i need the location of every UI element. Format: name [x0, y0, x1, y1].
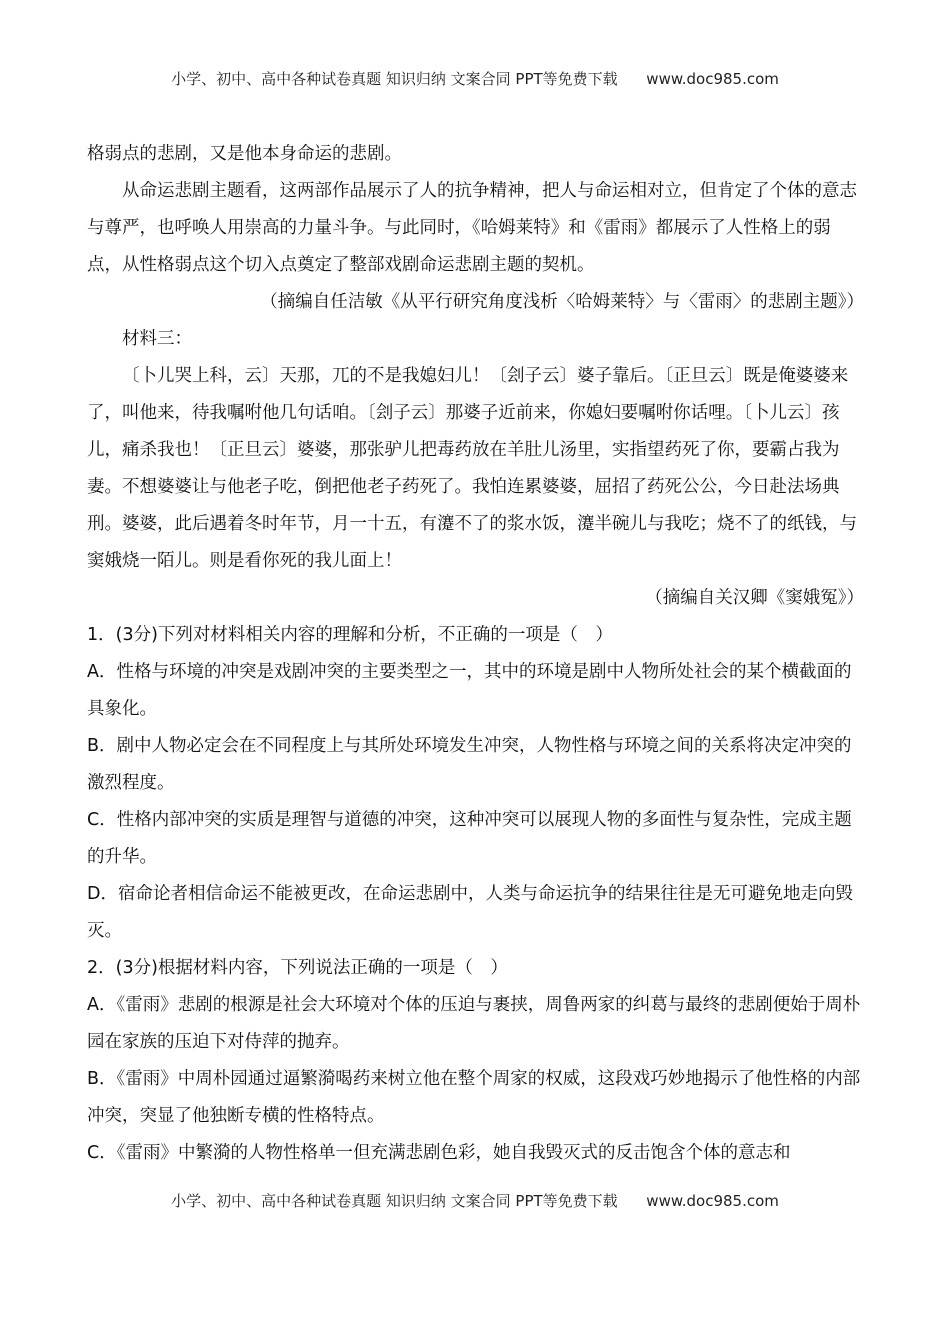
header-url[interactable]: www.doc985.com [646, 70, 779, 88]
material3-title: 材料三： [122, 329, 192, 349]
header-site-text: 小学、初中、高中各种试卷真题 知识归纳 文案合同 PPT等免费下载 [171, 70, 618, 88]
material3-source: （摘编自关汉卿《窦娥冤》） [645, 588, 864, 608]
question-1-option-c: C．性格内部冲突的实质是理智与道德的冲突，这种冲突可以展现人物的多面性与复杂性，完成主题的升华。 [87, 810, 852, 867]
question-2-option-c: C．《雷雨》中繁漪的人物性格单一但充满悲剧色彩，她自我毁灭式的反击饱含个体的意志和 [87, 1143, 791, 1163]
document-body [87, 136, 864, 1172]
question-1-stem: 1．(3分)下列对材料相关内容的理解和分析，不正确的一项是（ ） [87, 625, 613, 645]
material2-paragraph: 从命运悲剧主题看，这两部作品展示了人的抗争精神，把人与命运相对立，但肯定了个体的意志与尊严，也呼唤人用崇高的力量斗争。与此同时，《哈姆莱特》和《雷雨》都展示了人性格上的弱点，从性格弱点这个切入点奠定了整部戏剧命运悲剧主题的契机。 [87, 181, 857, 275]
footer-url[interactable]: www.doc985.com [646, 1192, 779, 1210]
material2-source: （摘编自任洁敏《从平行研究角度浅析〈哈姆莱特〉与〈雷雨〉的悲剧主题》） [260, 292, 864, 312]
material2-continuation: 格弱点的悲剧，又是他本身命运的悲剧。 [87, 144, 402, 164]
page-header [0, 68, 950, 89]
material3-paragraph: 〔卜儿哭上科，云〕天那，兀的不是我媳妇儿！〔刽子云〕婆子靠后。〔正旦云〕既是俺婆婆来了，叫他来，待我嘱咐他几句话咱。〔刽子云〕那婆子近前来，你媳妇要嘱咐你话哩。〔卜儿云〕孩儿，痛杀我也！〔正旦云〕婆婆，那张驴儿把毒药放在羊肚儿汤里，实指望药死了你，要霸占我为妻。不想婆婆让与他老子吃，倒把他老子药死了。我怕连累婆婆，屈招了药死公公，今日赴法场典刑。婆婆，此后遇着冬时年节，月一十五，有瀽不了的浆水饭，瀽半碗儿与我吃；烧不了的纸钱，与窦娥烧一陌儿。则是看你死的我儿面上！ [87, 366, 857, 571]
question-2-option-a: A．《雷雨》悲剧的根源是社会大环境对个体的压迫与裹挟，周鲁两家的纠葛与最终的悲剧便始于周朴园在家族的压迫下对侍萍的抛弃。 [87, 995, 861, 1052]
page-footer [0, 1190, 950, 1211]
question-2-stem: 2．(3分)根据材料内容，下列说法正确的一项是（ ） [87, 958, 508, 978]
question-2-option-b: B．《雷雨》中周朴园通过逼繁漪喝药来树立他在整个周家的权威，这段戏巧妙地揭示了他性格的内部冲突，突显了他独断专横的性格特点。 [87, 1069, 861, 1126]
footer-site-text: 小学、初中、高中各种试卷真题 知识归纳 文案合同 PPT等免费下载 [171, 1192, 618, 1210]
question-1-option-b: B．剧中人物必定会在不同程度上与其所处环境发生冲突，人物性格与环境之间的关系将决定冲突的激烈程度。 [87, 736, 852, 793]
question-1-option-d: D．宿命论者相信命运不能被更改，在命运悲剧中，人类与命运抗争的结果往往是无可避免地走向毁灭。 [87, 884, 853, 941]
question-1-option-a: A．性格与环境的冲突是戏剧冲突的主要类型之一，其中的环境是剧中人物所处社会的某个横截面的具象化。 [87, 662, 852, 719]
